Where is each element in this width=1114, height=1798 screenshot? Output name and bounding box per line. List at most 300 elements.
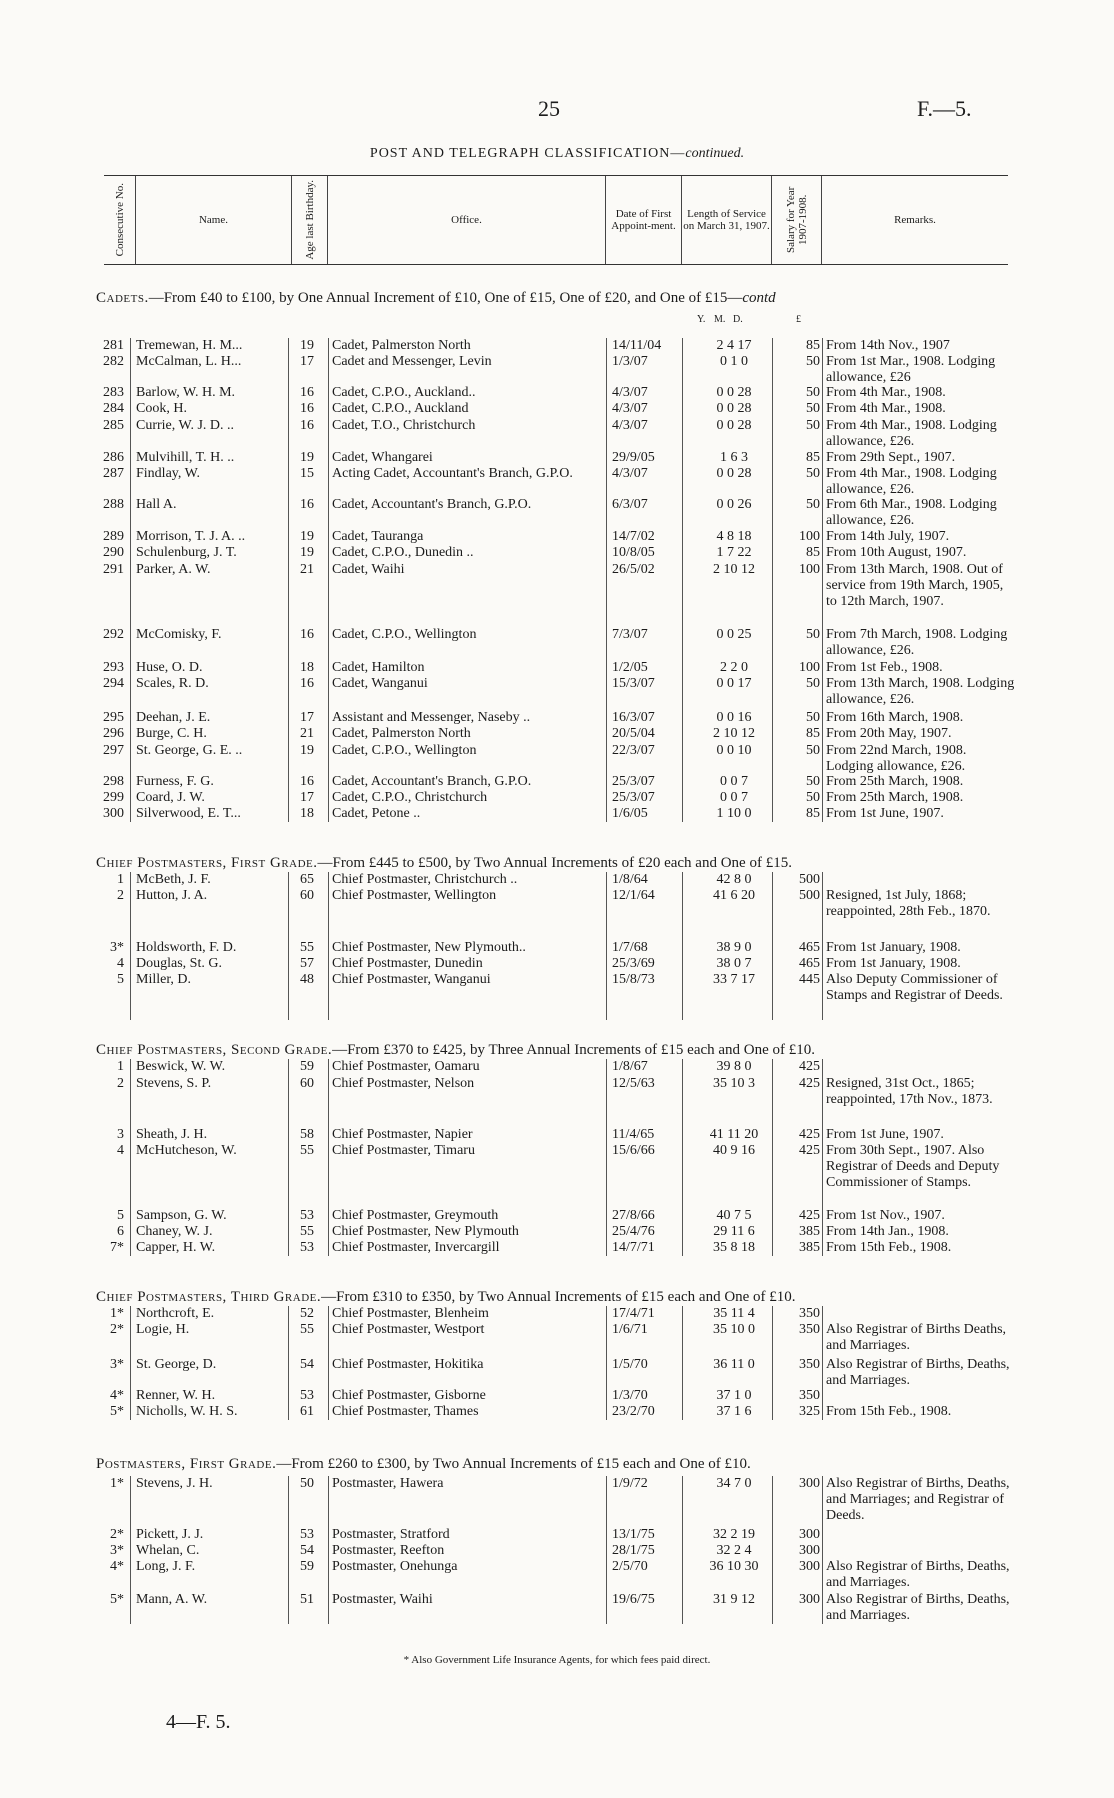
cell-rem: From 4th Mar., 1908. Lodging allowance, £26.: [826, 418, 997, 449]
cell-no: 288: [103, 497, 124, 512]
table-row: [0, 774, 1114, 790]
cell-len: 35 8 18: [713, 1240, 755, 1255]
cell-date: 12/5/63: [612, 1076, 655, 1091]
cell-age: 18: [300, 806, 314, 821]
cell-date: 20/5/04: [612, 726, 655, 741]
col-header-name: Name.: [136, 176, 292, 264]
table-row: [0, 1059, 1114, 1075]
cell-sal: 85: [806, 450, 820, 465]
cell-office: Chief Postmaster, New Plymouth: [332, 1224, 519, 1239]
cell-rem: From 29th Sept., 1907.: [826, 450, 956, 465]
cell-office: Cadet, C.P.O., Auckland: [332, 401, 469, 416]
cell-sal: 300: [799, 1527, 820, 1542]
unit-label: D.: [733, 314, 743, 325]
cell-len: 1 6 3: [720, 450, 748, 465]
cell-age: 19: [300, 338, 314, 353]
cell-no: 283: [103, 385, 124, 400]
cell-no: 284: [103, 401, 124, 416]
cell-no: 300: [103, 806, 124, 821]
cell-date: 2/5/70: [612, 1559, 648, 1574]
cell-date: 1/5/70: [612, 1357, 648, 1372]
cell-sal: 350: [799, 1388, 820, 1403]
section-heading: [96, 1456, 1026, 1473]
cell-len: 0 0 28: [716, 401, 752, 416]
table-row: [0, 743, 1114, 774]
cell-sal: 425: [799, 1127, 820, 1142]
cell-office: Cadet, C.P.O., Auckland..: [332, 385, 476, 400]
cell-len: 0 1 0: [720, 354, 748, 369]
table-row: [0, 401, 1114, 417]
cell-rem: From 1st January, 1908.: [826, 956, 961, 971]
table-row: [0, 1127, 1114, 1143]
cell-date: 25/3/07: [612, 790, 655, 805]
cell-age: 16: [300, 385, 314, 400]
cell-len: 0 0 25: [716, 627, 752, 642]
cell-office: Acting Cadet, Accountant's Branch, G.P.O.: [332, 466, 573, 481]
cell-rem: From 14th Nov., 1907: [826, 338, 950, 353]
cell-no: 296: [103, 726, 124, 741]
cell-name: Stevens, J. H.: [136, 1476, 213, 1491]
cell-name: McBeth, J. F.: [136, 872, 211, 887]
cell-sal: 50: [806, 354, 820, 369]
cell-sal: 50: [806, 790, 820, 805]
cell-rem: From 14th July, 1907.: [826, 529, 950, 544]
cell-name: Mann, A. W.: [136, 1592, 208, 1607]
cell-len: 34 7 0: [716, 1476, 752, 1491]
footnote: * Also Government Life Insurance Agents, for which fees paid direct.: [403, 1654, 711, 1666]
cell-office: Cadet, C.P.O., Christchurch: [332, 790, 488, 805]
cell-len: 2 10 12: [713, 726, 755, 741]
col-header-salary: Salary for Year 1907-1908.: [772, 176, 822, 264]
cell-age: 55: [300, 1322, 314, 1337]
cell-len: 0 0 26: [716, 497, 752, 512]
cell-age: 59: [300, 1059, 314, 1074]
table-row: [0, 1143, 1114, 1190]
cell-office: Postmaster, Onehunga: [332, 1559, 458, 1574]
cell-name: Logie, H.: [136, 1322, 190, 1337]
table-row: [0, 497, 1114, 528]
cell-age: 57: [300, 956, 314, 971]
cell-len: 0 0 7: [720, 790, 748, 805]
bottom-reference: 4—F. 5.: [166, 1711, 231, 1733]
cell-rem: Resigned, 31st Oct., 1865; reappointed, 17th Nov., 1873.: [826, 1076, 993, 1107]
table-row: [0, 385, 1114, 401]
cell-age: 19: [300, 545, 314, 560]
cell-name: Sheath, J. H.: [136, 1127, 208, 1142]
cell-office: Cadet, Whangarei: [332, 450, 433, 465]
table-row: [0, 872, 1114, 888]
cell-age: 60: [300, 888, 314, 903]
cell-name: Hall A.: [136, 497, 177, 512]
cell-office: Cadet, Palmerston North: [332, 338, 471, 353]
cell-age: 65: [300, 872, 314, 887]
cell-office: Cadet, Waihi: [332, 562, 405, 577]
cell-name: Barlow, W. H. M.: [136, 385, 236, 400]
cell-name: Nicholls, W. H. S.: [136, 1404, 238, 1419]
cell-office: Chief Postmaster, Dunedin: [332, 956, 483, 971]
cell-rem: From 4th Mar., 1908.: [826, 401, 946, 416]
section-heading: [96, 1289, 1026, 1306]
cell-office: Cadet, Hamilton: [332, 660, 425, 675]
header-bottom-rule: [104, 264, 1008, 265]
cell-len: 0 0 10: [716, 743, 752, 758]
cell-name: St. George, G. E. ..: [136, 743, 243, 758]
cell-name: Miller, D.: [136, 972, 192, 987]
cell-date: 27/8/66: [612, 1208, 655, 1223]
cell-name: Schulenburg, J. T.: [136, 545, 237, 560]
cell-name: Douglas, St. G.: [136, 956, 222, 971]
cell-rem: From 10th August, 1907.: [826, 545, 967, 560]
cell-name: Renner, W. H.: [136, 1388, 216, 1403]
cell-no: 1*: [110, 1476, 124, 1491]
cell-date: 17/4/71: [612, 1306, 655, 1321]
cell-date: 1/6/05: [612, 806, 648, 821]
cell-no: 7*: [110, 1240, 124, 1255]
cell-date: 16/3/07: [612, 710, 655, 725]
cell-name: McHutcheson, W.: [136, 1143, 237, 1158]
table-row: [0, 888, 1114, 919]
table-row: [0, 1476, 1114, 1523]
cell-sal: 325: [799, 1404, 820, 1419]
document-reference: F.—5.: [917, 96, 972, 121]
cell-date: 14/11/04: [612, 338, 662, 353]
cell-rem: From 4th Mar., 1908. Lodging allowance, £26.: [826, 466, 997, 497]
cell-age: 54: [300, 1543, 314, 1558]
cell-rem: Also Registrar of Births, Deaths, and Marriages.: [826, 1592, 1010, 1623]
cell-rem: From 1st Nov., 1907.: [826, 1208, 945, 1223]
table-row: [0, 1240, 1114, 1256]
cell-date: 28/1/75: [612, 1543, 655, 1558]
cell-len: 41 11 20: [709, 1127, 759, 1142]
cell-age: 19: [300, 743, 314, 758]
cell-len: 40 7 5: [716, 1208, 752, 1223]
cell-date: 13/1/75: [612, 1527, 655, 1542]
cell-len: 0 0 28: [716, 385, 752, 400]
unit-label: M.: [714, 314, 726, 325]
cell-rem: From 1st Mar., 1908. Lodging allowance, £26: [826, 354, 996, 385]
cell-age: 54: [300, 1357, 314, 1372]
cell-no: 2: [117, 888, 124, 903]
cell-date: 15/8/73: [612, 972, 655, 987]
cell-len: 39 8 0: [716, 1059, 752, 1074]
cell-age: 60: [300, 1076, 314, 1091]
cell-age: 50: [300, 1476, 314, 1491]
cell-age: 16: [300, 497, 314, 512]
cell-len: 2 2 0: [720, 660, 748, 675]
cell-office: Cadet, Accountant's Branch, G.P.O.: [332, 497, 532, 512]
cell-office: Chief Postmaster, Timaru: [332, 1143, 475, 1158]
cell-date: 19/6/75: [612, 1592, 655, 1607]
cell-date: 4/3/07: [612, 385, 648, 400]
cell-sal: 350: [799, 1322, 820, 1337]
cell-no: 3*: [110, 1543, 124, 1558]
col-header-age: Age last Birthday.: [292, 176, 328, 264]
cell-date: 1/8/64: [612, 872, 648, 887]
cell-rem: From 7th March, 1908. Lodging allowance, £26.: [826, 627, 1008, 658]
cell-len: 2 10 12: [713, 562, 755, 577]
table-row: [0, 338, 1114, 354]
cell-date: 1/3/07: [612, 354, 648, 369]
cell-name: St. George, D.: [136, 1357, 217, 1372]
cell-date: 6/3/07: [612, 497, 648, 512]
cell-office: Chief Postmaster, Thames: [332, 1404, 479, 1419]
cell-age: 15: [300, 466, 314, 481]
cell-sal: 425: [799, 1059, 820, 1074]
cell-sal: 50: [806, 676, 820, 691]
cell-date: 23/2/70: [612, 1404, 655, 1419]
cell-office: Cadet, C.P.O., Wellington: [332, 627, 477, 642]
cell-name: Parker, A. W.: [136, 562, 211, 577]
cell-no: 282: [103, 354, 124, 369]
cell-office: Cadet, T.O., Christchurch: [332, 418, 476, 433]
cell-date: 12/1/64: [612, 888, 655, 903]
cell-office: Chief Postmaster, Wellington: [332, 888, 497, 903]
cell-sal: 50: [806, 401, 820, 416]
cell-len: 37 1 6: [716, 1404, 752, 1419]
section-scale: —From £310 to £350, by Two Annual Increments of £15 each and One of £10.: [321, 1289, 796, 1305]
cell-office: Postmaster, Hawera: [332, 1476, 444, 1491]
cell-age: 21: [300, 562, 314, 577]
cell-no: 1: [117, 872, 124, 887]
section-grade-label: Chief Postmasters, Third Grade.: [96, 1289, 322, 1305]
cell-age: 59: [300, 1559, 314, 1574]
cell-name: Holdsworth, F. D.: [136, 940, 237, 955]
table-row: [0, 1224, 1114, 1240]
cell-sal: 50: [806, 710, 820, 725]
cell-len: 32 2 19: [713, 1527, 755, 1542]
cell-sal: 465: [799, 940, 820, 955]
cell-age: 16: [300, 676, 314, 691]
cell-len: 2 4 17: [716, 338, 752, 353]
table-row: [0, 676, 1114, 707]
section-grade-label: Chief Postmasters, Second Grade.: [96, 1042, 333, 1058]
table-row: [0, 1322, 1114, 1353]
cell-name: Cook, H.: [136, 401, 187, 416]
cell-len: 35 10 3: [713, 1076, 755, 1091]
cell-office: Chief Postmaster, Invercargill: [332, 1240, 500, 1255]
section-grade-label: Cadets.: [96, 290, 149, 306]
cell-no: 3*: [110, 1357, 124, 1372]
cell-age: 53: [300, 1208, 314, 1223]
cell-no: 3*: [110, 940, 124, 955]
cell-office: Assistant and Messenger, Naseby ..: [332, 710, 531, 725]
cell-sal: 425: [799, 1208, 820, 1223]
cell-len: 0 0 16: [716, 710, 752, 725]
cell-no: 286: [103, 450, 124, 465]
cell-len: 38 0 7: [716, 956, 752, 971]
cell-rem: From 1st Feb., 1908.: [826, 660, 943, 675]
cell-office: Cadet, Accountant's Branch, G.P.O.: [332, 774, 532, 789]
cell-age: 18: [300, 660, 314, 675]
cell-name: Beswick, W. W.: [136, 1059, 226, 1074]
cell-office: Chief Postmaster, New Plymouth..: [332, 940, 526, 955]
cell-sal: 350: [799, 1306, 820, 1321]
table-row: [0, 790, 1114, 806]
section-continued: contd: [742, 290, 776, 306]
cell-name: Morrison, T. J. A. ..: [136, 529, 246, 544]
cell-date: 1/7/68: [612, 940, 648, 955]
section-scale: —From £260 to £300, by Two Annual Increments of £15 each and One of £10.: [276, 1456, 751, 1472]
cell-name: Chaney, W. J.: [136, 1224, 213, 1239]
cell-date: 1/6/71: [612, 1322, 648, 1337]
table-row: [0, 660, 1114, 676]
cell-no: 297: [103, 743, 124, 758]
cell-name: Long, J. F.: [136, 1559, 196, 1574]
cell-office: Cadet, C.P.O., Wellington: [332, 743, 477, 758]
cell-rem: From 14th Jan., 1908.: [826, 1224, 949, 1239]
table-row: [0, 1388, 1114, 1404]
cell-date: 4/3/07: [612, 401, 648, 416]
cell-office: Cadet, Tauranga: [332, 529, 424, 544]
cell-date: 29/9/05: [612, 450, 655, 465]
cell-sal: 50: [806, 743, 820, 758]
cell-rem: From 16th March, 1908.: [826, 710, 964, 725]
cell-sal: 300: [799, 1592, 820, 1607]
cell-sal: 445: [799, 972, 820, 987]
cell-rem: From 1st June, 1907.: [826, 806, 944, 821]
cell-office: Chief Postmaster, Greymouth: [332, 1208, 499, 1223]
cell-name: Tremewan, H. M...: [136, 338, 243, 353]
cell-age: 53: [300, 1388, 314, 1403]
cell-len: 31 9 12: [713, 1592, 755, 1607]
cell-date: 15/6/66: [612, 1143, 655, 1158]
cell-sal: 300: [799, 1559, 820, 1574]
cell-len: 1 10 0: [716, 806, 752, 821]
cell-rem: From 22nd March, 1908. Lodging allowance, £26.: [826, 743, 967, 774]
cell-date: 25/3/69: [612, 956, 655, 971]
table-row: [0, 627, 1114, 658]
cell-no: 4*: [110, 1388, 124, 1403]
cell-no: 5: [117, 1208, 124, 1223]
cell-name: Huse, O. D.: [136, 660, 203, 675]
cell-age: 16: [300, 401, 314, 416]
cell-age: 48: [300, 972, 314, 987]
cell-age: 17: [300, 790, 314, 805]
cell-date: 26/5/02: [612, 562, 655, 577]
cell-age: 16: [300, 774, 314, 789]
cell-rem: From 30th Sept., 1907. Also Registrar of Deeds and Deputy Commissioner of Stamps.: [826, 1143, 1000, 1190]
cell-no: 299: [103, 790, 124, 805]
unit-label: Y.: [697, 314, 706, 325]
table-row: [0, 1543, 1114, 1559]
cell-rem: From 25th March, 1908.: [826, 790, 964, 805]
col-header-length: Length of Service on March 31, 1907.: [682, 176, 772, 264]
cell-sal: 100: [799, 660, 820, 675]
table-row: [0, 354, 1114, 385]
cell-name: Mulvihill, T. H. ..: [136, 450, 235, 465]
cell-len: 0 0 7: [720, 774, 748, 789]
cell-sal: 350: [799, 1357, 820, 1372]
section-heading: [96, 1042, 1026, 1059]
cell-sal: 50: [806, 774, 820, 789]
cell-sal: 385: [799, 1224, 820, 1239]
table-row: [0, 1404, 1114, 1420]
cell-office: Cadet, Palmerston North: [332, 726, 471, 741]
cell-len: 35 10 0: [713, 1322, 755, 1337]
table-row: [0, 940, 1114, 956]
cell-sal: 85: [806, 726, 820, 741]
cell-name: Northcroft, E.: [136, 1306, 215, 1321]
cell-len: 36 11 0: [713, 1357, 755, 1372]
table-row: [0, 562, 1114, 609]
cell-no: 285: [103, 418, 124, 433]
table-row: [0, 806, 1114, 822]
table-row: [0, 1357, 1114, 1388]
cell-no: 5: [117, 972, 124, 987]
cell-sal: 50: [806, 418, 820, 433]
cell-date: 7/3/07: [612, 627, 648, 642]
cell-rem: From 13th March, 1908. Lodging allowance, £26.: [826, 676, 1015, 707]
cell-no: 294: [103, 676, 124, 691]
cell-no: 293: [103, 660, 124, 675]
cell-sal: 85: [806, 338, 820, 353]
cell-name: Coard, J. W.: [136, 790, 205, 805]
cell-office: Cadet, Wanganui: [332, 676, 428, 691]
cell-no: 2*: [110, 1322, 124, 1337]
cell-no: 281: [103, 338, 124, 353]
cell-age: 53: [300, 1527, 314, 1542]
cell-office: Chief Postmaster, Wanganui: [332, 972, 491, 987]
cell-name: McCalman, L. H...: [136, 354, 242, 369]
cell-no: 5*: [110, 1592, 124, 1607]
cell-len: 38 9 0: [716, 940, 752, 955]
cell-len: 36 10 30: [709, 1559, 759, 1574]
cell-office: Postmaster, Reefton: [332, 1543, 445, 1558]
cell-date: 14/7/71: [612, 1240, 655, 1255]
cell-sal: 85: [806, 545, 820, 560]
cell-name: Findlay, W.: [136, 466, 201, 481]
table-row: [0, 1527, 1114, 1543]
table-row: [0, 1306, 1114, 1322]
cell-age: 55: [300, 940, 314, 955]
table-row: [0, 1076, 1114, 1107]
section-grade-label: Chief Postmasters, First Grade.: [96, 855, 318, 871]
cell-office: Cadet, C.P.O., Dunedin ..: [332, 545, 474, 560]
cell-name: Scales, R. D.: [136, 676, 209, 691]
cell-len: 42 8 0: [716, 872, 752, 887]
cell-rem: Resigned, 1st July, 1868; reappointed, 28th Feb., 1870.: [826, 888, 991, 919]
cell-office: Postmaster, Stratford: [332, 1527, 450, 1542]
cell-rem: Also Deputy Commissioner of Stamps and Registrar of Deeds.: [826, 972, 1003, 1003]
cell-len: 0 0 28: [716, 466, 752, 481]
cell-no: 287: [103, 466, 124, 481]
section-heading: [96, 290, 1026, 307]
cell-age: 61: [300, 1404, 314, 1419]
cell-office: Chief Postmaster, Christchurch ..: [332, 872, 518, 887]
cell-date: 15/3/07: [612, 676, 655, 691]
cell-date: 11/4/65: [612, 1127, 655, 1142]
cell-rem: From 15th Feb., 1908.: [826, 1404, 952, 1419]
cell-name: Stevens, S. P.: [136, 1076, 212, 1091]
cell-sal: 50: [806, 385, 820, 400]
cell-rem: Also Registrar of Births, Deaths, and Marriages.: [826, 1559, 1010, 1590]
cell-len: 29 11 6: [713, 1224, 755, 1239]
cell-age: 52: [300, 1306, 314, 1321]
section-heading: [96, 855, 1026, 872]
table-row: [0, 450, 1114, 466]
cell-date: 10/8/05: [612, 545, 655, 560]
cell-rem: From 20th May, 1907.: [826, 726, 952, 741]
cell-sal: 85: [806, 806, 820, 821]
cell-len: 37 1 0: [716, 1388, 752, 1403]
cell-name: Deehan, J. E.: [136, 710, 211, 725]
cell-len: 0 0 28: [716, 418, 752, 433]
table-row: [0, 710, 1114, 726]
col-header-no: Consecutive No.: [104, 176, 136, 264]
cell-name: Silverwood, E. T...: [136, 806, 241, 821]
cell-name: Currie, W. J. D. ..: [136, 418, 234, 433]
cell-sal: 300: [799, 1543, 820, 1558]
